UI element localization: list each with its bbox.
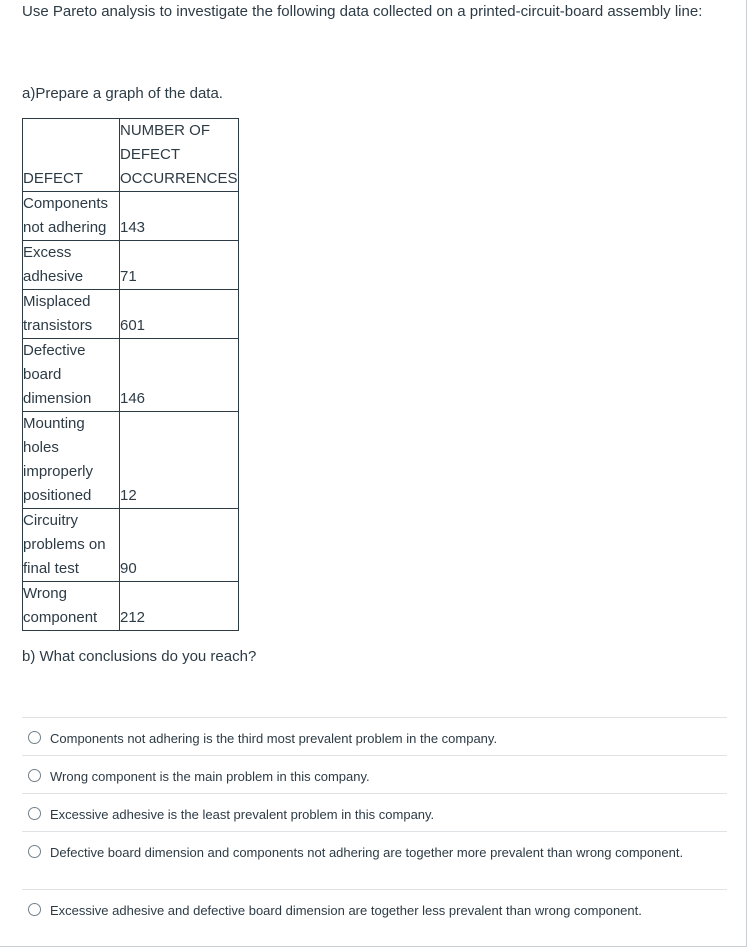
answer-options [22,717,727,929]
part-a-prompt: a)Prepare a graph of the data. [22,85,223,102]
defect-cell: Wrong component [23,582,120,631]
table-row [23,412,239,509]
table-row [23,339,239,412]
defect-table [22,118,239,631]
defect-cell: Circuitry problems on final test [23,509,120,582]
radio-button[interactable] [28,807,41,820]
count-cell: 90 [120,509,239,582]
answer-option[interactable] [22,831,727,889]
table-row [23,290,239,339]
defect-cell: Misplaced transistors [23,290,120,339]
answer-option-label: Wrong component is the main problem in this company. [50,769,370,784]
count-cell: 71 [120,241,239,290]
answer-option[interactable] [22,755,727,793]
defect-cell: Components not adhering [23,192,120,241]
table-row [23,241,239,290]
radio-button[interactable] [28,903,41,916]
count-cell: 143 [120,192,239,241]
count-cell: 146 [120,339,239,412]
answer-option[interactable] [22,793,727,831]
radio-button[interactable] [28,769,41,782]
defect-cell: Defective board dimension [23,339,120,412]
answer-option[interactable] [22,889,727,929]
answer-option-label: Components not adhering is the third most prevalent problem in the company. [50,731,498,746]
answer-option-label: Defective board dimension and components not adhering are together more prevalent than wrong component. [50,845,684,860]
question-intro: Use Pareto analysis to investigate the following data collected on a printed-circuit-board assembly line: [22,3,703,20]
table-row [23,582,239,631]
count-cell: 212 [120,582,239,631]
occurrences-header: NUMBER OF DEFECT OCCURRENCES [120,119,239,192]
radio-button[interactable] [28,731,41,744]
defect-cell: Mounting holes improperly positioned [23,412,120,509]
count-cell: 12 [120,412,239,509]
table-row [23,509,239,582]
count-cell: 601 [120,290,239,339]
answer-option[interactable] [22,717,727,755]
answer-option-label: Excessive adhesive and defective board dimension are together less prevalent than wrong component. [50,903,642,918]
defect-header: DEFECT [23,119,120,192]
radio-button[interactable] [28,845,41,858]
table-header-row [23,119,239,192]
defect-cell: Excess adhesive [23,241,120,290]
answer-option-label: Excessive adhesive is the least prevalent problem in this company. [50,807,435,822]
table-row [23,192,239,241]
part-b-prompt: b) What conclusions do you reach? [22,648,257,665]
